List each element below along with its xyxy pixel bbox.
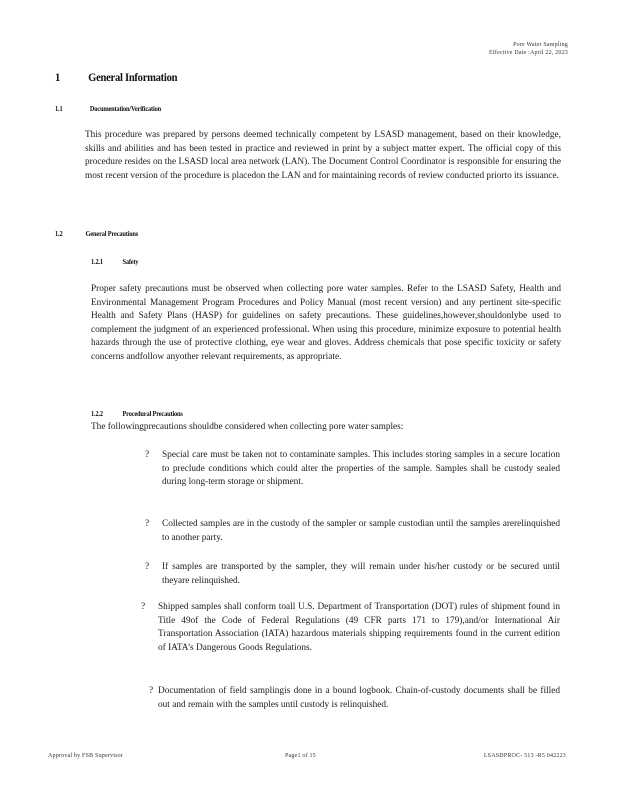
section-1-2-1-title: Safety [122, 257, 139, 266]
bullet-marker: ? [145, 450, 150, 460]
list-item [141, 601, 560, 655]
section-1-title: General Information [88, 72, 178, 84]
bullet-marker: ? [141, 602, 146, 612]
section-1-2-2-number: 1.2.2 [91, 409, 103, 418]
bullet-marker: ? [145, 519, 150, 529]
bullet-text: Shipped samples shall conform toall U.S. Department of Transportation (DOT) rules of shipment found in Title 49of the Code of Federal Regulations (49 CFR parts 171 to 179),and/or International Air Transportation Association (IATA) hazardous materials shipping requirements found in the current edition of IATA’s Dangerous Goods Regulations. [158, 602, 560, 653]
bullet-text: Collected samples are in the custody of the sampler or sample custodian until the samples arerelinquished to another party. [162, 519, 560, 543]
bullet-text: If samples are transported by the sampler, they will remain under his/her custody or be secured until theyare relinquished. [162, 562, 560, 586]
section-1-1-heading [55, 104, 161, 113]
section-1-2-title: General Precautions [85, 229, 139, 238]
bullet-text: Special care must be taken not to contaminate samples. This includes storing samples in a secure location to preclude conditions which could alter the properties of the sample. Samples shall be custody sealed during long-term storage or shipment. [162, 450, 560, 487]
section-1-2-2-lead: The followingprecautions shouldbe considered when collecting pore water samples: [91, 422, 404, 432]
section-1-1-number: 1.1 [55, 104, 63, 113]
section-1-2-1-paragraph: Proper safety precautions must be observed when collecting pore water samples. Refer to the LSASD Safety, Health and Environmental Management Program Procedures and Policy Manual (most recent version) and any pertinent site-specific Health and Safety Plans (HASP) for guidelines on safety precautions. These guidelines,however,shouldonlybe used to complement the judgment of an experienced professional. When using this procedure, minimize exposure to potential health hazards through the use of protective clothing, eye wear and gloves. Address chemicals that pose specific toxicity or safety concerns andfollow anyother relevant requirements, as appropriate. [91, 284, 561, 362]
section-1-2-2-title: Procedural Precautions [122, 409, 183, 418]
footer-page-number: Page1 of 15 [285, 753, 316, 759]
page-header [489, 41, 568, 57]
footer-document-id: LSASDPROC- 513 -R5 042223 [483, 753, 566, 759]
list-item [145, 561, 560, 588]
bullet-marker: ? [149, 686, 154, 696]
footer-approval: Approval by FSB Supervisor [48, 753, 124, 759]
section-1-2-number: 1.2 [55, 229, 63, 238]
list-item [145, 449, 560, 490]
bullet-text: Documentation of field samplingis done in a bound logbook. Chain-of-custody documents shall be filled out and remain with the samples until custody is relinquished. [158, 686, 560, 710]
section-1-2-1-number: 1.2.1 [91, 257, 103, 266]
section-1-2-heading [55, 229, 138, 238]
section-1-1-title: Documentation/Verification [89, 104, 161, 113]
section-1-2-2-heading [91, 409, 183, 418]
header-effective-date: Effective Date :April 22, 2023 [488, 50, 568, 56]
list-item [149, 685, 560, 712]
section-1-number: 1 [55, 72, 61, 84]
section-1-heading [55, 72, 177, 84]
bullet-marker: ? [145, 562, 150, 572]
section-1-2-1-heading [91, 257, 138, 266]
header-title: Pore Water Sampling [513, 42, 568, 48]
section-1-1-paragraph: This procedure was prepared by persons deemed technically competent by LSASD management, based on their knowledge, skills and abilities and has been tested in practice and reviewed in print by a subject matter expert. The official copy of this procedure resides on the LSASD local area network (LAN). The Document Control Coordinator is responsible for ensuring the most recent version of the procedure is placedon the LAN and for maintaining records of review conducted priorto its issuance. [85, 130, 561, 181]
list-item [145, 518, 560, 545]
